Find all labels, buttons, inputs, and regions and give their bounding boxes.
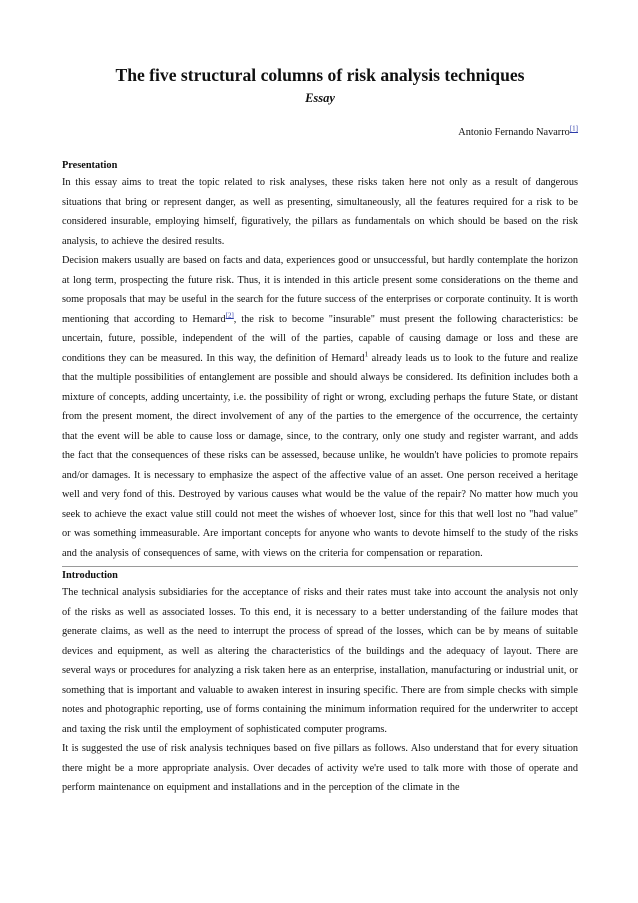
presentation-paragraph-1: In this essay aims to treat the topic related to risk analyses, these risks taken here not only as a result of dangerous situations that bring or represent danger, as well as presenting, simultaneously, all the features required for a risk to be considered insurable, employing himself, figuratively, the pillars as fundamentals on which should be based on the risk analysis, to achieve the desired results. bbox=[62, 177, 578, 247]
presentation-paragraph-2 bbox=[62, 251, 578, 563]
document-page bbox=[62, 0, 578, 798]
document-title: The five structural columns of risk analysis techniques bbox=[115, 65, 525, 85]
presentation-paragraph-2-part-a: Decision makers usually are based on facts and data, experiences good or unsuccessful, but hardly contemplate the horizon at long term, prospecting the future risk. Thus, it is intended in this article present some considerations on the theme and some proposals that may be useful in the search for the future success of the enterprises or corporate continuity. It is worth mentioning that according to Hemard bbox=[62, 255, 578, 325]
author-footnote-link[interactable]: [1] bbox=[569, 124, 578, 133]
presentation-paragraph-2-part-c: already leads us to look to the future and realize that the multiple possibilities of entanglement are possible and should always be considered. Its definition includes both a mixture of concepts, adding uncertainty, i.e. the possibility of right or wrong, excluding perhaps the future State, or distant from the present moment, the direct involvement of any of the parties to the emergence of the occurrence, the certainty that the event will be able to cause loss or damage, since, to the contrary, only one study and register warrant, and adds the fact that the consequences of these risks can be assessed, because unlike, he wouldn't have policies to promote repairs and/or damages. It is necessary to emphasize the aspect of the affective value of an asset. One person received a heritage well and very fond of this. Destroyed by various causes what would be the value of the repair? No matter how much you seek to achieve the exact value still could not meet the wishes of whoever lost, since for this that well lost no "had value" or was something immeasurable. Are important concepts for anyone who wants to devote himself to the study of the risks and the analysis of consequences of same, with views on the criteria for compensation or reparation. bbox=[62, 352, 578, 559]
presentation-paragraph-2-part-b: , the risk to become "insurable" must present the following characteristics: be uncertain, future, possible, independent of the will of the parties, capable of causing damage or loss and these are conditions they can be measured. In this way, the definition of Hemard bbox=[62, 313, 578, 364]
author-name: Antonio Fernando Navarro bbox=[458, 127, 570, 138]
introduction-heading: Introduction bbox=[62, 566, 578, 583]
hemard-footnote-link[interactable]: [2] bbox=[225, 311, 234, 320]
presentation-heading: Presentation bbox=[62, 160, 118, 171]
introduction-paragraph-2: It is suggested the use of risk analysis techniques based on five pillars as follows. Also understand that for every situation there might be a more appropriate analysis. Over decades of activity we're used to talk more with those of operate and perform maintenance on equipment and installations and in the perception of the climate in the bbox=[62, 743, 578, 793]
document-subtitle: Essay bbox=[305, 91, 335, 105]
introduction-paragraph-1: The technical analysis subsidiaries for the acceptance of risks and their rates must take into account the analysis not only of the risks as well as associated losses. To this end, it is necessary to a better understanding of the failure modes that generate claims, as well as the need to interrupt the process of spread of the losses, which can be by means of suitable devices and equipment, as well as altering the characteristics of the buildings and the adequacy of layout. There are several ways or procedures for analyzing a risk taken here as an enterprise, installation, manufacturing or industrial unit, or something that is important and valuable to awaken interest in insuring specific. There are from simple checks with simple notes and photographic reporting, use of forms containing the minimum information required for the underwriter to accept and taxing the risk until the employment of sophisticated computer programs. bbox=[62, 587, 578, 735]
hemard-superscript: 1 bbox=[364, 350, 369, 359]
author-line bbox=[62, 126, 578, 140]
